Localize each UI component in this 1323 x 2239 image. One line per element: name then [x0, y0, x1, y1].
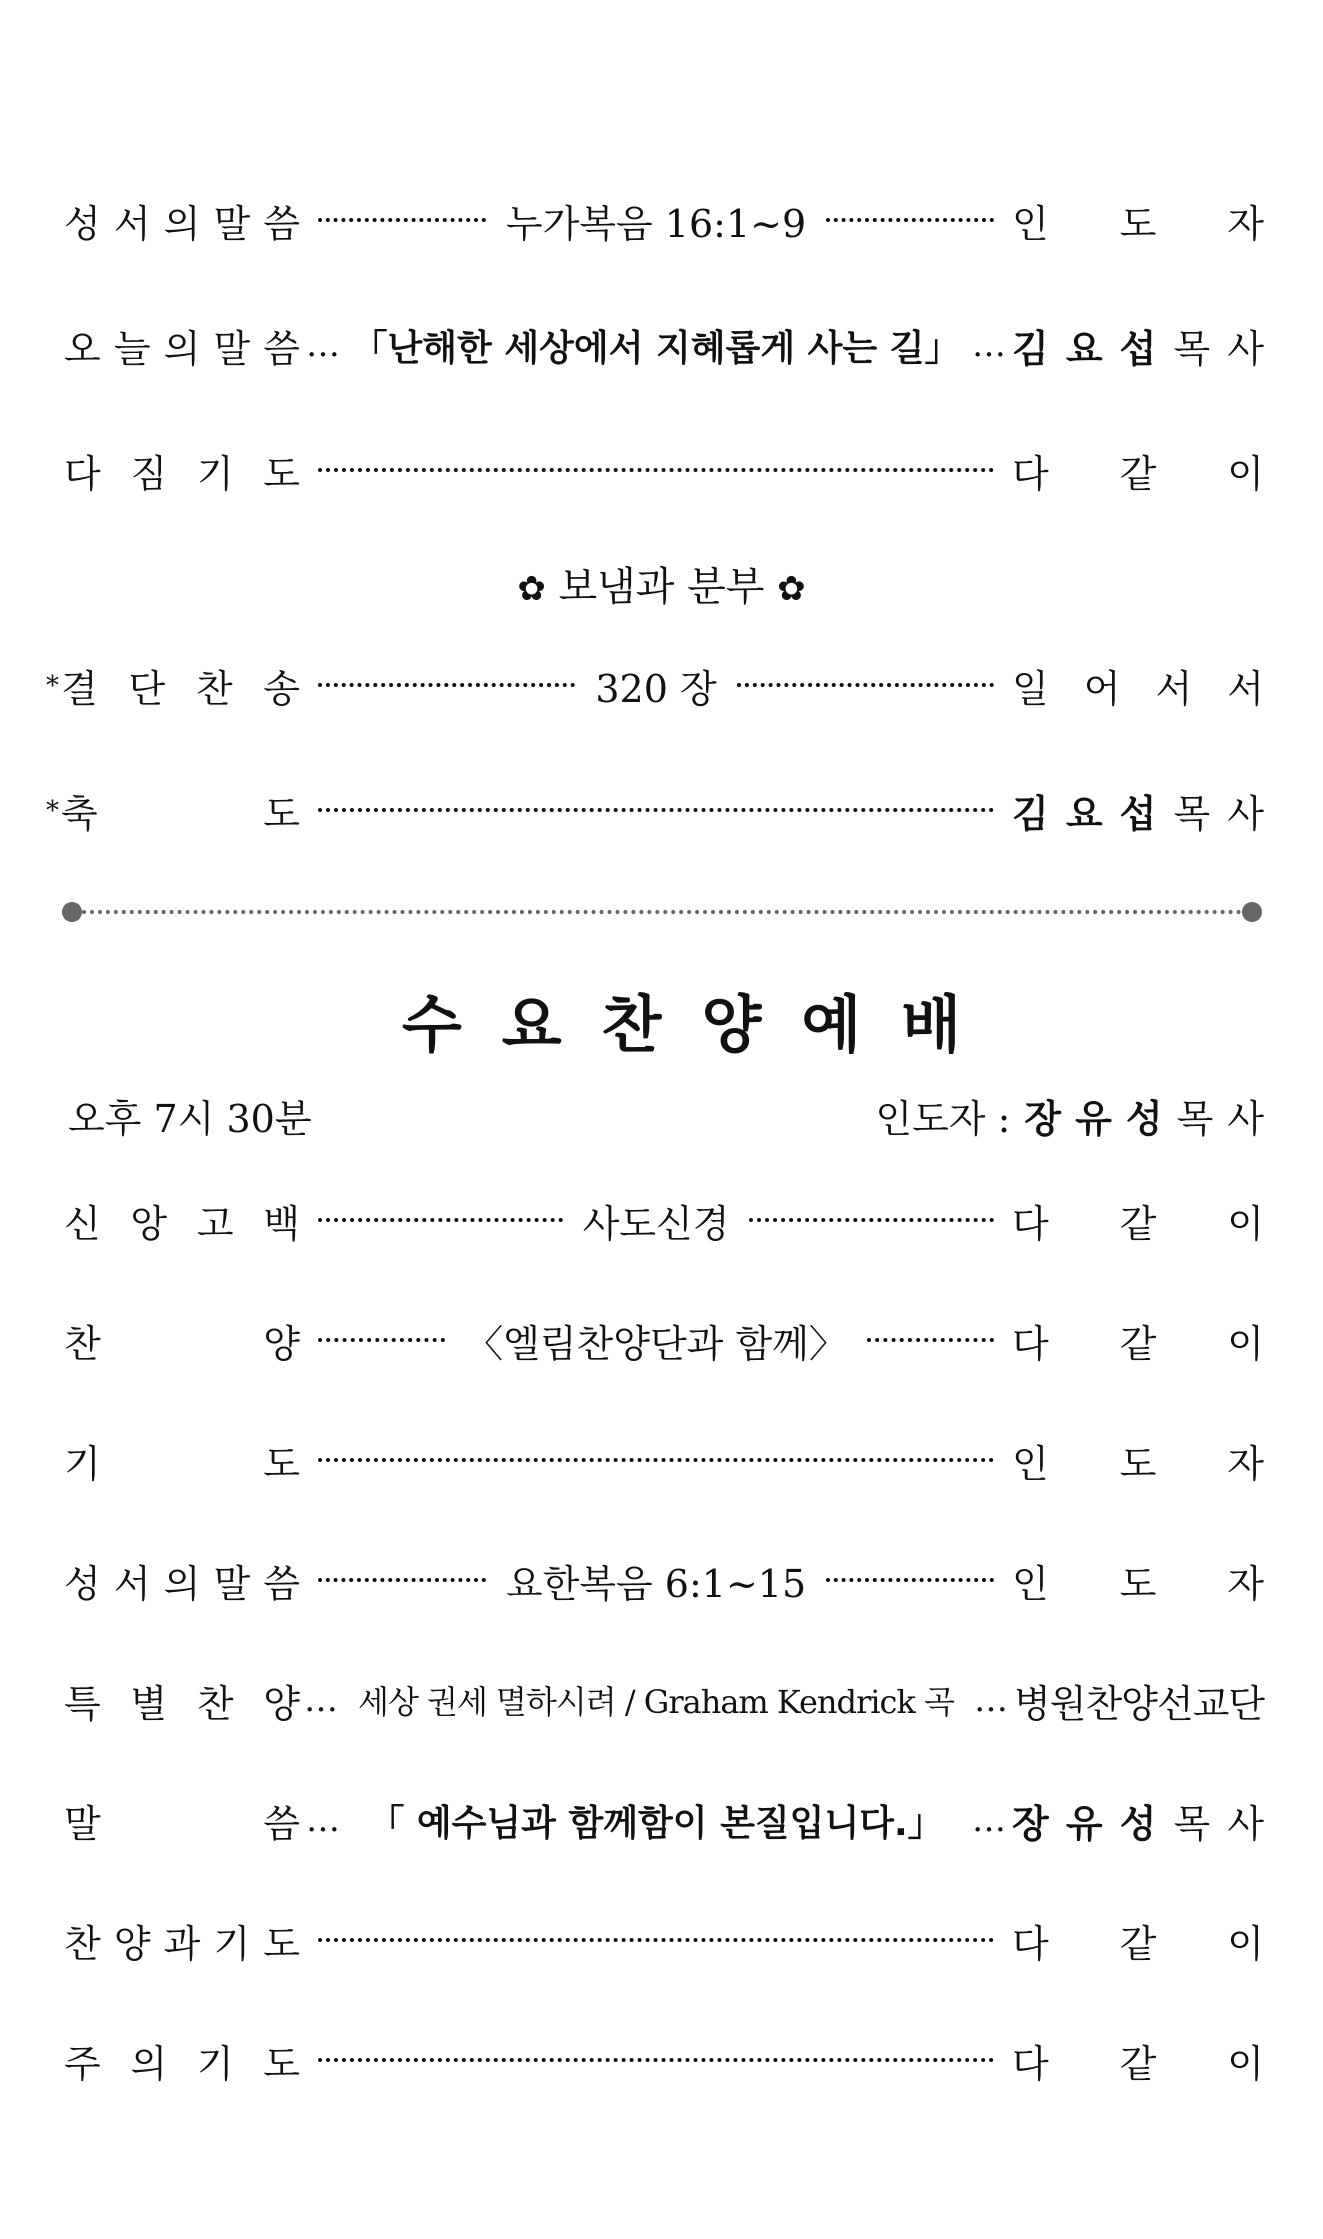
right-char: 어 — [1083, 666, 1121, 711]
row-label — [64, 1433, 300, 1488]
label-char: 도 — [263, 451, 300, 496]
label-char: 오 — [64, 326, 101, 371]
row-label — [64, 193, 300, 248]
label-char: 성 — [64, 1561, 101, 1606]
row-responsible — [1012, 193, 1264, 248]
right-char: 자 — [1227, 201, 1264, 246]
dot-leader — [826, 218, 994, 222]
title-char: 사 — [1227, 791, 1264, 836]
row-responsible — [1012, 1193, 1264, 1248]
preacher-name-char: 성 — [1119, 1801, 1157, 1846]
title-char: 사 — [1227, 326, 1264, 371]
row-responsible — [1012, 443, 1264, 498]
label-char: 말 — [64, 1801, 101, 1846]
row-responsible — [1012, 783, 1264, 838]
label-char: 양 — [263, 1321, 300, 1366]
order-row-special-praise — [64, 1670, 1264, 1730]
label-char: 주 — [64, 2041, 101, 2086]
service-info-bar — [68, 1085, 1264, 1145]
ellipsis: … — [304, 1680, 338, 1720]
order-row-scripture-reading — [64, 190, 1264, 250]
row-label — [64, 1793, 300, 1848]
choir-name: 병원찬양선교단 — [1014, 1681, 1264, 1726]
ellipsis: … — [306, 1800, 340, 1840]
right-char: 같 — [1119, 1321, 1157, 1366]
right-char: 이 — [1227, 451, 1264, 496]
leader-line — [312, 1938, 1000, 1942]
row-responsible — [1012, 1793, 1264, 1848]
dot-leader — [318, 218, 486, 222]
leader-line — [304, 1677, 1008, 1723]
label-char: 도 — [263, 1441, 300, 1486]
row-responsible — [1012, 2033, 1264, 2088]
divider-end-dot — [1242, 902, 1262, 922]
label-char: 씀 — [263, 1801, 300, 1846]
section-title: 보냄과 분부 — [558, 564, 765, 610]
label-char: 별 — [130, 1681, 168, 1726]
label-char: 단 — [128, 666, 166, 711]
ellipsis: … — [974, 1680, 1008, 1720]
sermon-title: 「 예수님과 함께함이 본질입니다.」 — [368, 1802, 944, 1844]
label-char: 의 — [163, 201, 201, 246]
dot-leader — [826, 1578, 994, 1582]
leader-line — [312, 1553, 1000, 1608]
label-char: 찬 — [64, 1921, 101, 1966]
row-label — [64, 1913, 300, 1968]
leader-line — [312, 808, 1000, 812]
order-row-creed — [64, 1190, 1264, 1250]
dot-leader — [318, 808, 994, 812]
scripture-reference: 요한복음 6:1~15 — [505, 1561, 807, 1606]
order-row-sermon — [64, 315, 1264, 375]
row-label — [64, 1673, 300, 1728]
preacher-name-char: 요 — [1065, 791, 1103, 836]
right-char: 이 — [1227, 1921, 1264, 1966]
ornament-left-icon: ✿ — [517, 569, 546, 609]
service-leader — [875, 1088, 1264, 1143]
row-label — [46, 783, 300, 838]
label-char: 의 — [130, 2041, 168, 2086]
dot-leader — [749, 1218, 994, 1222]
order-row-benediction — [46, 780, 1264, 840]
order-row-resolution-prayer — [64, 440, 1264, 500]
praise-team: 〈엘림찬양단과 함께〉 — [465, 1321, 847, 1366]
leader-line — [312, 468, 1000, 472]
dot-leader — [318, 1458, 994, 1462]
label-char: 찬 — [196, 1681, 234, 1726]
label-char: 의 — [163, 1561, 201, 1606]
label-char: 찬 — [195, 666, 233, 711]
label-char: 기 — [196, 2041, 234, 2086]
label-char: 특 — [64, 1681, 101, 1726]
label-char: 신 — [64, 1201, 101, 1246]
right-char: 도 — [1119, 1441, 1157, 1486]
label-char: 양 — [113, 1921, 151, 1966]
label-char: 말 — [213, 1561, 251, 1606]
row-label — [64, 1553, 300, 1608]
title-char: 목 — [1176, 1096, 1214, 1141]
label-char: 도 — [263, 791, 300, 836]
preacher-name-char: 김 — [1012, 791, 1049, 836]
leader-line — [306, 320, 1006, 371]
row-label — [64, 1313, 300, 1368]
preacher-name-char: 유 — [1065, 1801, 1103, 1846]
label-char: 성 — [64, 201, 101, 246]
leader-name-char: 장 — [1024, 1096, 1062, 1141]
label-char: 도 — [263, 1921, 300, 1966]
label-char: 씀 — [263, 201, 300, 246]
right-char: 자 — [1227, 1441, 1264, 1486]
label-char: 말 — [213, 201, 251, 246]
row-label — [64, 1193, 300, 1248]
right-char: 이 — [1227, 1201, 1264, 1246]
leader-name-char: 성 — [1125, 1096, 1163, 1141]
stand-marker: * — [46, 795, 59, 826]
order-row-praise — [64, 1310, 1264, 1370]
scripture-reference: 누가복음 16:1~9 — [505, 201, 807, 246]
row-label — [64, 2033, 300, 2088]
label-char: 기 — [64, 1441, 101, 1486]
dot-leader — [318, 1338, 445, 1342]
label-char: 의 — [163, 326, 201, 371]
label-char: 씀 — [263, 1561, 300, 1606]
order-row-lords-prayer — [64, 2030, 1264, 2090]
label-char: 다 — [64, 451, 101, 496]
right-char: 같 — [1119, 1201, 1157, 1246]
preacher-name-char: 김 — [1012, 326, 1049, 371]
dot-leader — [867, 1338, 994, 1342]
leader-line — [312, 1193, 1000, 1248]
label-char: 기 — [213, 1921, 251, 1966]
ornament-right-icon: ✿ — [777, 569, 806, 609]
stand-marker: * — [46, 670, 59, 701]
service-time: 오후 7시 30분 — [68, 1096, 312, 1141]
title-char: 목 — [1173, 1801, 1211, 1846]
right-char: 다 — [1012, 1321, 1049, 1366]
right-char: 다 — [1012, 451, 1049, 496]
dot-leader — [737, 683, 994, 687]
label-char: 과 — [163, 1921, 201, 1966]
divider-dotted-line — [82, 910, 1242, 914]
title-char: 사 — [1227, 1096, 1264, 1141]
label-char: 고 — [196, 1201, 234, 1246]
right-char: 서 — [1155, 666, 1193, 711]
right-char: 자 — [1227, 1561, 1264, 1606]
right-char: 이 — [1227, 2041, 1264, 2086]
ellipsis: … — [972, 1800, 1006, 1840]
right-char: 다 — [1012, 2041, 1049, 2086]
dot-leader — [318, 1218, 563, 1222]
right-char: 서 — [1227, 666, 1264, 711]
leader-line — [312, 2058, 1000, 2062]
leader-line — [306, 1795, 1006, 1846]
dot-leader — [318, 1578, 486, 1582]
label-char: 기 — [196, 451, 234, 496]
order-row-sermon-2 — [64, 1790, 1264, 1850]
preacher-name-char: 섭 — [1119, 326, 1157, 371]
dot-leader — [318, 468, 994, 472]
row-responsible — [1012, 658, 1264, 713]
leader-label: 인도자 : — [875, 1096, 1011, 1141]
right-char: 도 — [1119, 1561, 1157, 1606]
title-char: 사 — [1227, 1801, 1264, 1846]
dot-leader — [318, 2058, 994, 2062]
right-char: 같 — [1119, 2041, 1157, 2086]
label-char: 말 — [213, 326, 251, 371]
right-char: 인 — [1012, 201, 1049, 246]
hymn-number: 320 장 — [595, 666, 717, 711]
label-char: 백 — [263, 1201, 300, 1246]
title-char: 목 — [1173, 326, 1211, 371]
label-char: 축 — [61, 791, 98, 836]
service-title: 수요찬양예배 — [401, 988, 1002, 1061]
leader-line — [312, 1313, 1000, 1368]
label-char: 씀 — [263, 326, 300, 371]
leader-line — [312, 658, 1000, 713]
label-char: 결 — [61, 666, 98, 711]
leader-line — [312, 1458, 1000, 1462]
ellipsis: … — [972, 325, 1006, 365]
right-char: 같 — [1119, 451, 1157, 496]
right-char: 같 — [1119, 1921, 1157, 1966]
right-char: 다 — [1012, 1921, 1049, 1966]
divider-end-dot — [62, 902, 82, 922]
row-responsible — [1012, 1913, 1264, 1968]
preacher-name-char: 섭 — [1119, 791, 1157, 836]
label-char: 송 — [263, 666, 300, 711]
row-responsible — [1012, 318, 1264, 373]
label-char: 서 — [113, 201, 151, 246]
label-char: 양 — [263, 1681, 300, 1726]
ellipsis: … — [306, 325, 340, 365]
label-char: 도 — [263, 2041, 300, 2086]
row-label — [64, 443, 300, 498]
leader-line — [312, 193, 1000, 248]
preacher-name-char: 장 — [1012, 1801, 1049, 1846]
special-song: 세상 권세 멸하시려 / Graham Kendrick 곡 — [358, 1683, 954, 1721]
section-divider — [62, 900, 1262, 924]
right-char: 도 — [1119, 201, 1157, 246]
row-responsible — [1012, 1433, 1264, 1488]
label-char: 찬 — [64, 1321, 101, 1366]
order-row-scripture-reading-2 — [64, 1550, 1264, 1610]
leader-name-char: 유 — [1075, 1096, 1112, 1141]
row-responsible — [1012, 1553, 1264, 1608]
title-char: 목 — [1173, 791, 1211, 836]
right-char: 인 — [1012, 1441, 1049, 1486]
row-label — [64, 318, 300, 373]
order-row-hymn — [46, 655, 1264, 715]
right-char: 인 — [1012, 1561, 1049, 1606]
label-char: 짐 — [130, 451, 168, 496]
label-char: 앙 — [130, 1201, 168, 1246]
sermon-title: 「난해한 세상에서 지혜롭게 사는 길」 — [351, 327, 961, 369]
right-char: 일 — [1012, 666, 1049, 711]
right-char: 다 — [1012, 1201, 1049, 1246]
creed-name: 사도신경 — [582, 1201, 730, 1246]
row-label — [46, 658, 300, 713]
label-char: 서 — [113, 1561, 151, 1606]
right-char: 이 — [1227, 1321, 1264, 1366]
row-responsible — [1012, 1313, 1264, 1368]
order-row-prayer — [64, 1430, 1264, 1490]
preacher-name-char: 요 — [1065, 326, 1103, 371]
dot-leader — [318, 683, 575, 687]
row-responsible — [1012, 1673, 1264, 1728]
order-row-praise-and-prayer — [64, 1910, 1264, 1970]
section-heading-sending — [0, 555, 1323, 612]
dot-leader — [318, 1938, 994, 1942]
label-char: 늘 — [113, 326, 151, 371]
